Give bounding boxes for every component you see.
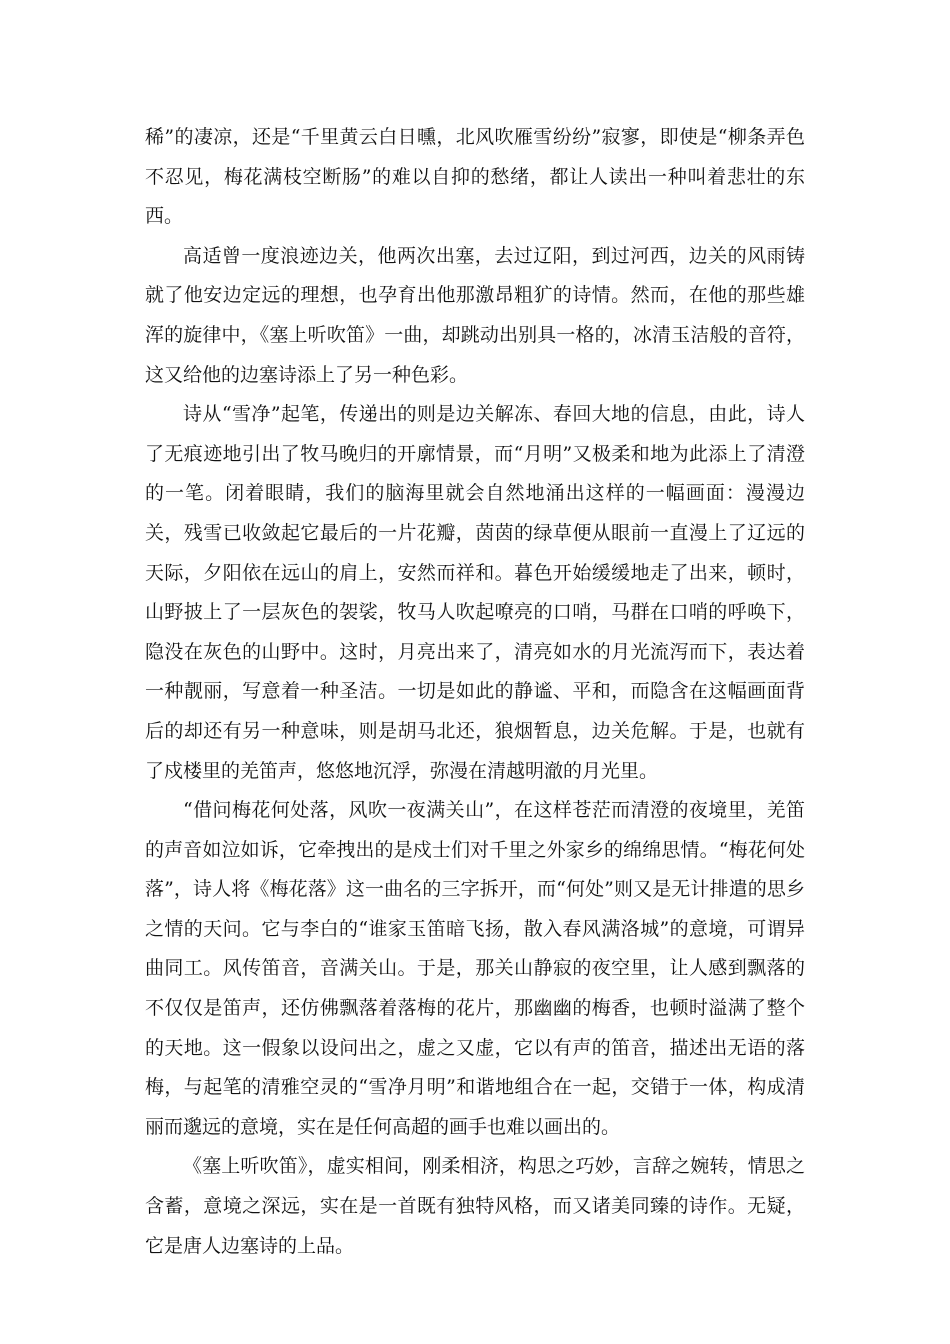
- paragraph-plum-blossom: “借问梅花何处落，风吹一夜满关山”，在这样苍茫而清澄的夜境里，羌笛的声音如泣如诉，它牵拽出的是戍士们对千里之外家乡的绵绵思情。“梅花何处落”，诗人将《梅花落》这一曲名的三字拆开，而“何处”则又是无计排遣的思乡之情的天问。它与李白的“谁家玉笛暗飞扬，散入春风满洛城”的意境，可谓异曲同工。风传笛音，音满关山。于是，那关山静寂的夜空里，让人感到飘落的不仅仅是笛声，还仿佛飘落着落梅的花片，那幽幽的梅香，也顿时溢满了整个的天地。这一假象以设问出之，虚之又虚，它以有声的笛音，描述出无语的落梅，与起笔的清雅空灵的“雪净月明”和谐地组合在一起，交错于一体，构成清丽而邈远的意境，实在是任何高超的画手也难以画出的。: [145, 799, 805, 1138]
- paragraph-gaoshi-frontier: 高适曾一度浪迹边关，他两次出塞，去过辽阳，到过河西，边关的风雨铸就了他安边定远的理想，也孕育出他那激昂粗犷的诗情。然而，在他的那些雄浑的旋律中，《塞上听吹笛》一曲，却跳动出别具一格的，冰清玉洁般的音符，这又给他的边塞诗添上了另一种色彩。: [145, 244, 805, 386]
- paragraph-snow-moon-scene: 诗从“雪净”起笔，传递出的则是边关解冻、春回大地的信息，由此，诗人了无痕迹地引出了牧马晚归的开廓情景，而“月明”又极柔和地为此添上了清澄的一笔。闭着眼睛，我们的脑海里就会自然地涌出这样的一幅画面：漫漫边关，残雪已收敛起它最后的一片花瓣，茵茵的绿草便从眼前一直漫上了辽远的天际，夕阳依在远山的肩上，安然而祥和。暮色开始缓缓地走了出来，顿时，山野披上了一层灰色的袈裟，牧马人吹起嘹亮的口哨，马群在口哨的呼唤下，隐没在灰色的山野中。这时，月亮出来了，清亮如水的月光流泻而下，表达着一种靓丽，写意着一种圣洁。一切是如此的静谧、平和，而隐含在这幅画面背后的却还有另一种意味，则是胡马北还，狼烟暂息，边关危解。于是，也就有了戍楼里的羌笛声，悠悠地沉浮，弥漫在清越明澈的月光里。: [145, 403, 805, 782]
- paragraph-continuation: 稀”的凄凉，还是“千里黄云白日曛，北风吹雁雪纷纷”寂寥，即使是“柳条弄色不忍见，梅花满枝空断肠”的难以自抑的愁绪，都让人读出一种叫着悲壮的东西。: [145, 126, 805, 228]
- essay-body: [145, 118, 805, 1266]
- paragraph-conclusion: 《塞上听吹笛》，虚实相间，刚柔相济，构思之巧妙，言辞之婉转，情思之含蓄，意境之深远，实在是一首既有独特风格，而又诸美同臻的诗作。无疑，它是唐人边塞诗的上品。: [145, 1155, 805, 1257]
